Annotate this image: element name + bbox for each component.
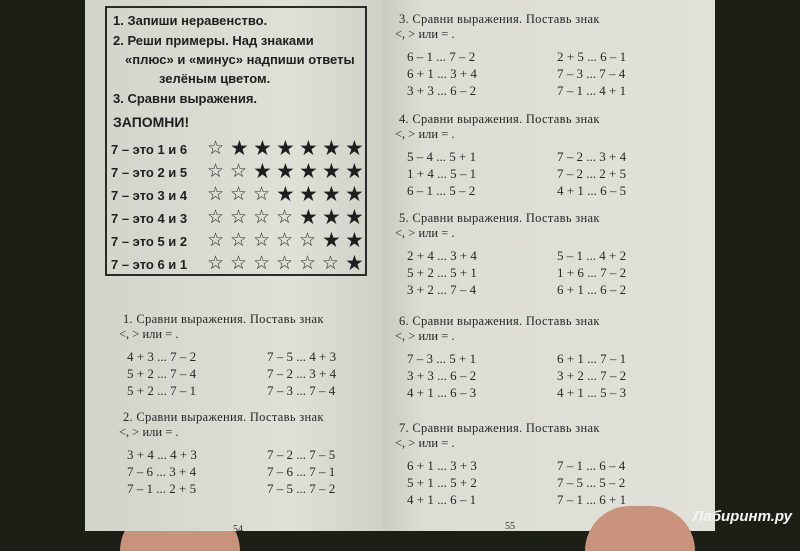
expression: 7 – 1 ... 4 + 1 <box>557 83 627 98</box>
filled-star-icon: ★ <box>276 160 295 183</box>
watermark-logo: Лабиринт.ру <box>692 508 792 525</box>
fact-label: 7 – это 5 и 2 <box>111 233 188 249</box>
left-page <box>85 0 383 531</box>
filled-star-icon: ★ <box>276 183 295 206</box>
empty-star-icon: ☆ <box>276 230 294 251</box>
exercise-instruction: <, > или = . <box>119 425 179 439</box>
filled-star-icon: ★ <box>345 229 364 252</box>
task-2-cont: «плюс» и «минус» надпиши ответы <box>125 52 355 67</box>
exercise-heading: 4. Сравни выражения. Поставь знак <box>399 112 600 126</box>
filled-star-icon: ★ <box>299 183 318 206</box>
empty-star-icon: ☆ <box>207 230 225 251</box>
star-group <box>207 207 365 229</box>
expression: 6 – 1 ... 7 – 2 <box>407 49 476 64</box>
expression: 7 – 3 ... 5 + 1 <box>407 351 477 366</box>
star-group <box>207 138 365 160</box>
expression: 7 – 1 ... 6 + 1 <box>557 492 627 507</box>
star-group <box>207 161 365 183</box>
exercise-instruction: <, > или = . <box>395 127 455 141</box>
task-1: 1. Запиши неравенство. <box>113 13 268 28</box>
empty-star-icon: ☆ <box>207 207 225 228</box>
empty-star-icon: ☆ <box>207 161 225 182</box>
empty-star-icon: ☆ <box>230 230 248 251</box>
expression: 7 – 6 ... 7 – 1 <box>267 464 336 479</box>
expression: 6 + 1 ... 6 – 2 <box>557 282 627 297</box>
exercise-instruction: <, > или = . <box>395 329 455 343</box>
filled-star-icon: ★ <box>322 183 341 206</box>
fact-row <box>111 253 365 275</box>
expression: 7 – 1 ... 6 – 4 <box>557 458 626 473</box>
fact-label: 7 – это 2 и 5 <box>111 164 188 180</box>
exercise-heading: 2. Сравни выражения. Поставь знак <box>123 410 324 424</box>
expression: 2 + 4 ... 3 + 4 <box>407 248 477 263</box>
empty-star-icon: ☆ <box>230 161 248 182</box>
filled-star-icon: ★ <box>230 137 249 160</box>
empty-star-icon: ☆ <box>230 253 248 274</box>
expression: 5 – 4 ... 5 + 1 <box>407 149 477 164</box>
rules-box <box>105 6 367 276</box>
filled-star-icon: ★ <box>276 137 295 160</box>
exercise-instruction: <, > или = . <box>119 327 179 341</box>
expression: 3 + 2 ... 7 – 2 <box>557 368 627 383</box>
filled-star-icon: ★ <box>345 252 364 275</box>
star-group <box>207 253 365 275</box>
empty-star-icon: ☆ <box>253 184 271 205</box>
expression: 7 – 5 ... 5 – 2 <box>557 475 626 490</box>
expression: 7 – 2 ... 7 – 5 <box>267 447 336 462</box>
star-group <box>207 184 365 206</box>
expression: 5 + 2 ... 7 – 4 <box>127 366 197 381</box>
expression: 7 – 5 ... 7 – 2 <box>267 481 336 496</box>
filled-star-icon: ★ <box>345 137 364 160</box>
exercise-heading: 3. Сравни выражения. Поставь знак <box>399 12 600 26</box>
task-2-end: зелёным цветом. <box>159 71 271 86</box>
expression: 1 + 4 ... 5 – 1 <box>407 166 477 181</box>
exercise-heading: 1. Сравни выражения. Поставь знак <box>123 312 324 326</box>
fact-row <box>111 161 365 183</box>
page-number-right: 55 <box>505 521 515 531</box>
exercise-heading: 7. Сравни выражения. Поставь знак <box>399 421 600 435</box>
expression: 7 – 2 ... 3 + 4 <box>557 149 627 164</box>
expression: 6 + 1 ... 7 – 1 <box>557 351 627 366</box>
filled-star-icon: ★ <box>299 206 318 229</box>
empty-star-icon: ☆ <box>207 138 225 159</box>
filled-star-icon: ★ <box>345 160 364 183</box>
expression: 1 + 6 ... 7 – 2 <box>557 265 627 280</box>
empty-star-icon: ☆ <box>276 207 294 228</box>
filled-star-icon: ★ <box>299 160 318 183</box>
exercise-instruction: <, > или = . <box>395 436 455 450</box>
fact-row <box>111 184 365 206</box>
expression: 7 – 2 ... 3 + 4 <box>267 366 337 381</box>
empty-star-icon: ☆ <box>207 184 225 205</box>
expression: 3 + 3 ... 6 – 2 <box>407 83 477 98</box>
expression: 3 + 2 ... 7 – 4 <box>407 282 477 297</box>
star-group <box>207 230 365 252</box>
remember-heading: ЗАПОМНИ! <box>113 114 190 130</box>
filled-star-icon: ★ <box>345 183 364 206</box>
empty-star-icon: ☆ <box>253 230 271 251</box>
expression: 5 + 2 ... 7 – 1 <box>127 383 197 398</box>
filled-star-icon: ★ <box>345 206 364 229</box>
expression: 5 + 2 ... 5 + 1 <box>407 265 477 280</box>
empty-star-icon: ☆ <box>230 207 248 228</box>
expression: 6 + 1 ... 3 + 3 <box>407 458 477 473</box>
fact-label: 7 – это 3 и 4 <box>111 187 188 203</box>
expression: 7 – 2 ... 2 + 5 <box>557 166 627 181</box>
expression: 4 + 1 ... 5 – 3 <box>557 385 627 400</box>
exercise-instruction: <, > или = . <box>395 226 455 240</box>
expression: 7 – 3 ... 7 – 4 <box>267 383 336 398</box>
expression: 6 – 1 ... 5 – 2 <box>407 183 476 198</box>
empty-star-icon: ☆ <box>207 253 225 274</box>
expression: 4 + 1 ... 6 – 3 <box>407 385 477 400</box>
fact-row <box>111 230 365 252</box>
exercise-instruction: <, > или = . <box>395 27 455 41</box>
filled-star-icon: ★ <box>322 137 341 160</box>
empty-star-icon: ☆ <box>299 230 317 251</box>
fact-label: 7 – это 1 и 6 <box>111 141 188 157</box>
page-number-left: 54 <box>233 524 243 531</box>
task-3: 3. Сравни выражения. <box>113 91 258 106</box>
empty-star-icon: ☆ <box>322 253 340 274</box>
expression: 4 + 1 ... 6 – 5 <box>557 183 627 198</box>
expression: 3 + 3 ... 6 – 2 <box>407 368 477 383</box>
filled-star-icon: ★ <box>322 229 341 252</box>
expression: 5 – 1 ... 4 + 2 <box>557 248 627 263</box>
fact-label: 7 – это 4 и 3 <box>111 210 188 226</box>
empty-star-icon: ☆ <box>230 184 248 205</box>
fact-row <box>111 207 365 229</box>
filled-star-icon: ★ <box>299 137 318 160</box>
task-2: 2. Реши примеры. Над знаками <box>113 33 314 48</box>
empty-star-icon: ☆ <box>276 253 294 274</box>
exercise-heading: 6. Сравни выражения. Поставь знак <box>399 314 600 328</box>
fact-label: 7 – это 6 и 1 <box>111 256 188 272</box>
expression: 7 – 1 ... 2 + 5 <box>127 481 197 496</box>
exercise-heading: 5. Сравни выражения. Поставь знак <box>399 211 600 225</box>
expression: 7 – 3 ... 7 – 4 <box>557 66 626 81</box>
expression: 3 + 4 ... 4 + 3 <box>127 447 197 462</box>
expression: 7 – 5 ... 4 + 3 <box>267 349 337 364</box>
expression: 4 + 3 ... 7 – 2 <box>127 349 197 364</box>
empty-star-icon: ☆ <box>253 207 271 228</box>
empty-star-icon: ☆ <box>299 253 317 274</box>
expression: 6 + 1 ... 3 + 4 <box>407 66 477 81</box>
empty-star-icon: ☆ <box>253 253 271 274</box>
expression: 2 + 5 ... 6 – 1 <box>557 49 627 64</box>
expression: 7 – 6 ... 3 + 4 <box>127 464 197 479</box>
filled-star-icon: ★ <box>253 160 272 183</box>
fact-row <box>111 138 365 160</box>
filled-star-icon: ★ <box>322 160 341 183</box>
right-page <box>383 0 715 531</box>
expression: 5 + 1 ... 5 + 2 <box>407 475 477 490</box>
filled-star-icon: ★ <box>253 137 272 160</box>
filled-star-icon: ★ <box>322 206 341 229</box>
expression: 4 + 1 ... 6 – 1 <box>407 492 477 507</box>
